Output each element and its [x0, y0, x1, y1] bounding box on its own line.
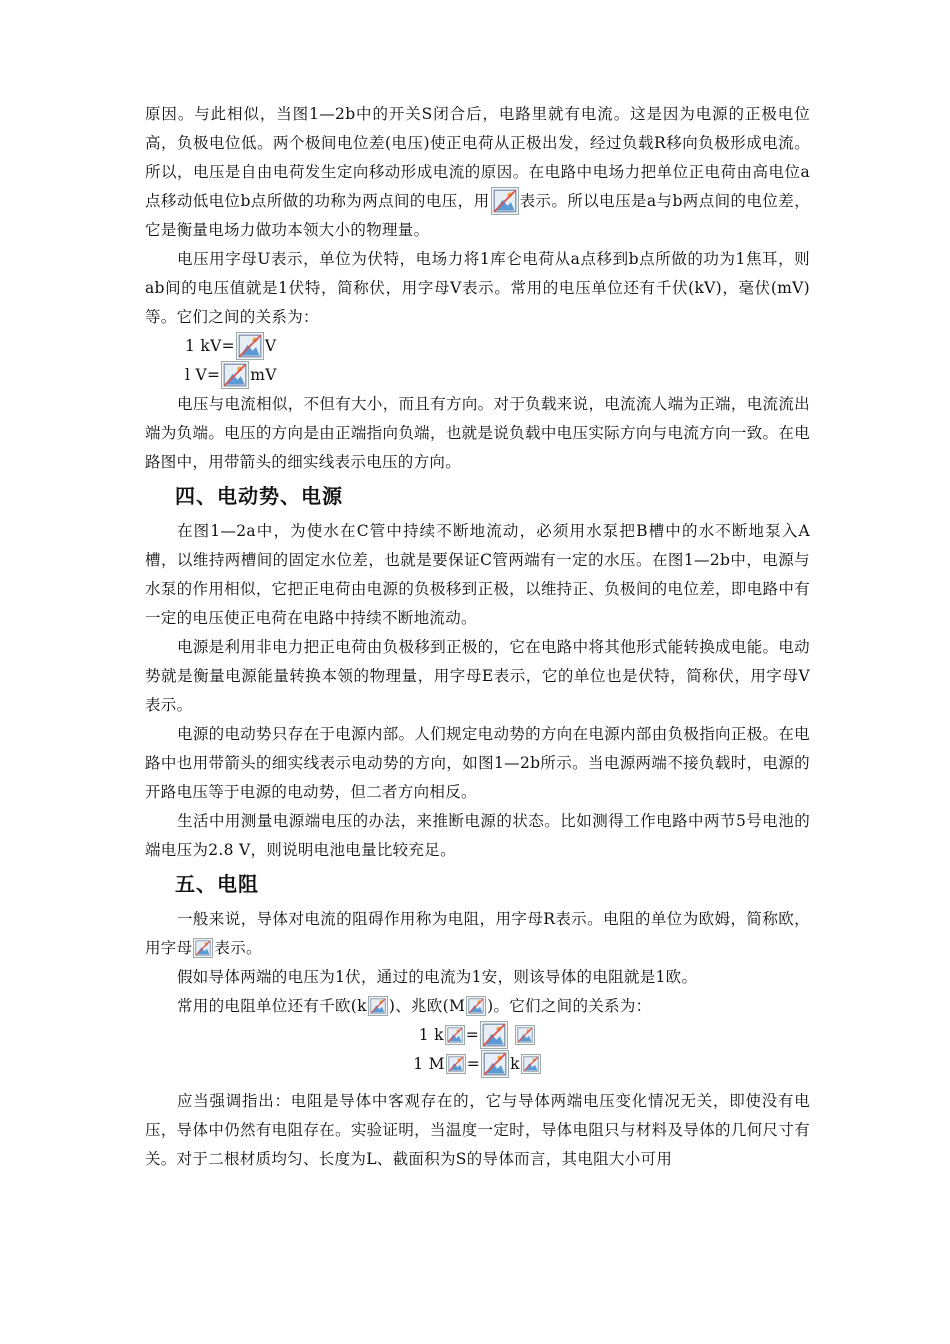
formula-mv: l V= mV	[185, 361, 810, 390]
broken-image-icon	[480, 1021, 508, 1049]
formula-mohm: 1 M = k	[145, 1050, 810, 1079]
paragraph-resistance-def: 一般来说，导体对电流的阻碍作用称为电阻，用字母R表示。电阻的单位为欧姆，简称欧，用字母 表示。	[145, 910, 810, 957]
formula-kohm: 1 k =	[145, 1021, 810, 1050]
paragraph-resistance-nature: 应当强调指出：电阻是导体中客观存在的，它与导体两端电压变化情况无关，即使没有电压，导体中仍然有电阻存在。实验证明，当温度一定时，导体电阻只与材料及导体的几何尺寸有关。对于二根材质均匀、长度为L、截面积为S的导体而言，其电阻大小可用	[145, 1092, 810, 1168]
broken-image-icon	[481, 1050, 509, 1078]
broken-image-icon	[515, 1025, 535, 1045]
paragraph-voltage-direction: 电压与电流相似，不但有大小，而且有方向。对于负载来说，电流流人端为正端，电流流出端为负端。电压的方向是由正端指向负端，也就是说负载中电压实际方向与电流方向一致。在电路图中，用带箭头的细实线表示电压的方向。	[145, 395, 810, 471]
paragraph-voltage-unit: 电压用字母U表示，单位为伏特，电场力将1库仑电荷从a点移到b点所做的功为1焦耳，则ab间的电压值就是1伏特，简称伏，用字母V表示。常用的电压单位还有千伏(kV)，毫伏(mV)等。它们之间的关系为：	[145, 250, 810, 326]
section-heading-emf: 四、电动势、电源	[175, 484, 343, 508]
broken-image-icon	[445, 1025, 465, 1045]
paragraph-battery: 生活中用测量电源端电压的办法，来推断电源的状态。比如测得工作电路中两节5号电池的端电压为2.8 V，则说明电池电量比较充足。	[145, 812, 810, 859]
broken-image-icon	[193, 938, 213, 958]
broken-image-icon	[236, 332, 264, 360]
broken-image-icon	[466, 996, 486, 1016]
paragraph-emf-direction: 电源的电动势只存在于电源内部。人们规定电动势的方向在电源内部由负极指向正极。在电路中也用带箭头的细实线表示电动势的方向，如图1—2b所示。当电源两端不接负载时，电源的开路电压等于电源的电动势，但二者方向相反。	[145, 725, 810, 801]
broken-image-icon	[491, 187, 519, 215]
broken-image-icon	[368, 996, 388, 1016]
formula-kv: 1 kV= V	[185, 332, 810, 361]
paragraph-voltage-cause: 原因。与此相似，当图1—2b中的开关S闭合后，电路里就有电流。这是因为电源的正极电位高，负极电位低。两个极间电位差(电压)使正电荷从正极出发，经过负载R移向负极形成电流。所以，电压是自由电荷发生定向移动形成电流的原因。在电路中电场力把单位正电荷由高电位a点移动低电位b点所做的功称为两点间的电压，用 表示。所以电压是a与b两点间的电位差，它是衡量电场力做功本领大小的物理量。	[145, 105, 810, 239]
paragraph-power-source: 电源是利用非电力把正电荷由负极移到正极的，它在电路中将其他形式能转换成电能。电动势就是衡量电源能量转换本领的物理量，用字母E表示，它的单位也是伏特，简称伏，用字母V表示。	[145, 638, 810, 714]
paragraph-one-ohm: 假如导体两端的电压为1伏，通过的电流为1安，则该导体的电阻就是1欧。	[177, 968, 698, 986]
section-heading-resistance: 五、电阻	[175, 872, 259, 896]
paragraph-resistance-units: 常用的电阻单位还有千欧(k )、兆欧(M )。它们之间的关系为：	[177, 997, 652, 1015]
document-page	[145, 100, 810, 1174]
paragraph-water-pump: 在图1—2a中，为使水在C管中持续不断地流动，必须用水泵把B槽中的水不断地泵入A槽，以维持两槽间的固定水位差，也就是要保证C管两端有一定的水压。在图1—2b中，电源与水泵的作用相似，它把正电荷由电源的负极移到正极，以维持正、负极间的电位差，即电路中有一定的电压使正电荷在电路中持续不断地流动。	[145, 522, 810, 627]
broken-image-icon	[446, 1054, 466, 1074]
broken-image-icon	[221, 361, 249, 389]
broken-image-icon	[521, 1054, 541, 1074]
